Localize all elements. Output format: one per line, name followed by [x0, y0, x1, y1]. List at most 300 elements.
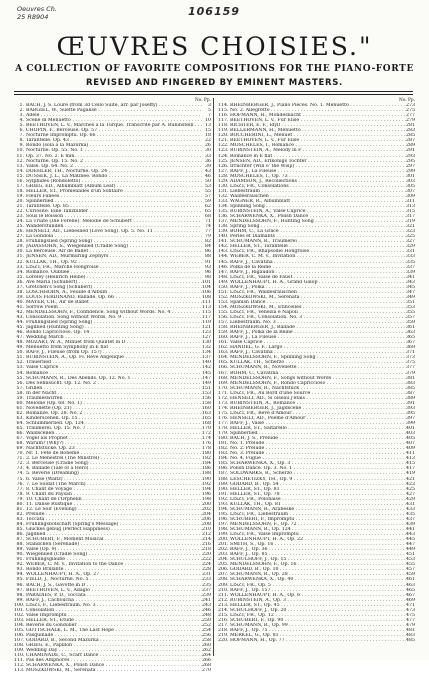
- entry-title: DOEHLER, TH., Nocturne. Op. 24 . . .: [26, 169, 202, 174]
- entry-number: 156.: [218, 315, 229, 321]
- entry-title: MENDELSSOHN, F., Spinning Song . . .: [230, 355, 406, 360]
- entry-number: 36.: [16, 279, 24, 285]
- entry-number: 50.: [16, 350, 24, 356]
- entry-title: SCHUBERT, F., Impromptu . . .: [230, 517, 406, 522]
- entry-title: MOZART, W. A., Minuet from Quintet in D . . .: [26, 340, 202, 345]
- entry-number: 8.: [19, 138, 24, 144]
- entry-title: Novellette (Op. 21) . . .: [26, 406, 202, 411]
- list-item: [14, 668, 211, 673]
- entry-number: 189.: [218, 481, 229, 487]
- entry-title: No. 1. Prelude . . .: [230, 441, 406, 446]
- entry-price: 407: [406, 441, 415, 447]
- entry-title: LISZT, FR., Valse de Faust . . .: [230, 275, 406, 280]
- entry-price: 123: [202, 330, 211, 336]
- entry-title: Sous le Boisson . . .: [26, 214, 202, 219]
- entry-title: HELLER, ST., Op. 81 . . .: [230, 487, 406, 492]
- entry-number: 153.: [218, 299, 229, 305]
- entry-number: 37.: [16, 284, 24, 290]
- entry-title: BEETHOVEN, L. v., Adagio . . .: [26, 588, 202, 593]
- entry-number: 214.: [218, 607, 229, 613]
- entry-number: 154.: [218, 304, 229, 310]
- entry-number: 110.: [14, 653, 25, 659]
- entry-title: Sorrow Poem . . .: [26, 305, 202, 310]
- entry-price: 224: [202, 562, 211, 568]
- entry-title: Nr. 1. Fete de Boheme . . .: [26, 451, 202, 456]
- entry-title: RAFF, J., La Fileuse . . .: [230, 335, 406, 340]
- entry-price: 299: [406, 168, 415, 174]
- entry-title: Nocturne. Op. 15. No. 2 . . .: [26, 159, 202, 164]
- entry-number: 108.: [14, 643, 25, 649]
- entry-title: Melodie (Op. 68. No. 1) . . .: [26, 401, 202, 406]
- entry-title: Waldscenen . . .: [26, 431, 202, 436]
- entry-title: Pas des Amphores . . .: [26, 658, 202, 663]
- entry-title: Menuetto from Symphony in E flat . . .: [26, 345, 202, 350]
- entry-price: 3: [208, 103, 211, 109]
- entry-number: 177.: [218, 421, 229, 426]
- entry-title: RICHTER, E. F., Idyll . . .: [230, 123, 406, 128]
- entry-price: 469: [406, 597, 415, 603]
- entry-number: 129.: [218, 178, 229, 184]
- entry-price: 57: [205, 193, 211, 199]
- entry-number: 48.: [16, 340, 24, 346]
- entry-price: 397: [406, 415, 415, 421]
- entry-price: 281: [406, 123, 415, 129]
- entry-price: 453: [406, 557, 415, 563]
- entry-price: 71: [205, 219, 211, 225]
- entry-number: 148.: [218, 274, 229, 280]
- entry-price: 198: [202, 496, 211, 502]
- entry-price: 86: [205, 249, 211, 255]
- entry-price: 188: [202, 471, 211, 477]
- entry-price: 371: [406, 350, 415, 356]
- entry-number: 5.: [19, 123, 24, 129]
- entry-number: 158.: [218, 325, 229, 331]
- entry-price: 137: [202, 355, 211, 361]
- entry-title: WOLLENHAUPT, H. A., Grand Galop . . .: [230, 280, 406, 285]
- entry-title: Waldesrauschen . . .: [230, 194, 406, 199]
- entry-number: 91.: [16, 557, 24, 563]
- entry-title: Romance in E flat . . .: [230, 154, 406, 159]
- entry-title: SCHULHOFF, J., Op. 20 . . .: [230, 608, 406, 613]
- entry-title: Frühlingsglaube . . .: [26, 557, 202, 562]
- entry-price: 369: [406, 345, 415, 351]
- entry-number: 25.: [16, 224, 24, 230]
- entry-price: 339: [406, 269, 415, 275]
- entry-title: KULLAK, TH., Scherzo . . .: [230, 360, 406, 365]
- entry-price: 113: [202, 304, 211, 310]
- entry-number: 216.: [218, 617, 229, 623]
- entry-title: Ständchen (Serenade) . . .: [26, 542, 202, 547]
- entry-number: 71.: [16, 456, 24, 462]
- entry-title: La Truite (Die Forelle). Melodie de Schubert . . .: [26, 219, 202, 224]
- entry-price: 473: [406, 607, 415, 613]
- entry-title: No. 4. Fugue . . .: [230, 456, 406, 461]
- entry-number: 137.: [218, 219, 229, 225]
- entry-title: WOLLENHAUPT, H. A., Op. 22 . . .: [230, 537, 406, 542]
- entry-number: 73.: [16, 466, 24, 472]
- entry-title: Spinnerlied . . .: [26, 199, 202, 204]
- entry-number: 122.: [218, 143, 229, 149]
- entry-price: 301: [406, 173, 415, 179]
- entry-title: Valse Caprice . . .: [230, 340, 406, 345]
- entry-number: 47.: [16, 335, 24, 341]
- entry-price: 449: [406, 547, 415, 553]
- entry-price: 156: [202, 395, 211, 401]
- entry-number: 192.: [218, 496, 229, 502]
- entry-title: 10. Chant de l'Orphelin . . .: [26, 497, 202, 502]
- page-subtitle: A COLLECTION OF FAVORITE COMPOSITIONS FOR THE PIANO-FORTE: [15, 64, 414, 74]
- entry-number: 97.: [16, 587, 24, 593]
- entry-number: 86.: [16, 532, 24, 538]
- entry-number: 16.: [16, 178, 24, 184]
- entry-price: 365: [406, 335, 415, 341]
- entry-number: 191.: [218, 491, 229, 497]
- entry-number: 182.: [218, 446, 229, 452]
- entry-price: 417: [406, 466, 415, 472]
- entry-price: 335: [406, 259, 415, 265]
- entry-title: Wanderstunden . . .: [26, 224, 202, 229]
- entry-number: 58.: [16, 390, 24, 396]
- entry-price: 367: [406, 340, 415, 346]
- entry-price: 355: [406, 309, 415, 315]
- entry-number: 96.: [16, 582, 24, 588]
- entry-price: 98: [205, 274, 211, 280]
- entry-title: SMITH, S., Op. 16 . . .: [230, 542, 406, 547]
- entry-number: 62.: [16, 410, 24, 416]
- entry-price: 142: [202, 365, 211, 371]
- entry-price: 385: [406, 385, 415, 391]
- entry-price: 327: [406, 239, 415, 245]
- entry-number: 42.: [16, 309, 24, 315]
- entry-price: 268: [202, 663, 211, 669]
- entry-price: 252: [202, 622, 211, 628]
- entry-price: 291: [406, 148, 415, 154]
- entry-title: 11. Danse Rustique . . .: [26, 502, 202, 507]
- entry-price: 283: [406, 128, 415, 134]
- entry-number: 3.: [19, 113, 24, 119]
- entry-price: 176: [202, 441, 211, 447]
- entry-number: 43.: [16, 315, 24, 321]
- entry-number: 181.: [218, 441, 229, 447]
- entry-number: 119.: [218, 128, 229, 134]
- entry-price: 289: [406, 143, 415, 149]
- entry-price: 210: [202, 526, 211, 532]
- entry-title: Sylphides (Rondoletto) . . .: [26, 179, 202, 184]
- entry-price: 391: [406, 400, 415, 406]
- entry-title: HELLER, ST., Tarantelle . . .: [230, 244, 406, 249]
- entry-price: 82: [205, 239, 211, 245]
- entry-number: 109.: [14, 648, 25, 654]
- entry-number: 28.: [16, 239, 24, 245]
- entry-number: 213.: [218, 602, 229, 608]
- entry-number: 157.: [218, 320, 229, 326]
- entry-price: 264: [202, 653, 211, 659]
- entry-price: 317: [406, 214, 415, 220]
- entry-price: 403: [406, 431, 415, 437]
- entry-number: 68.: [16, 441, 24, 447]
- entry-number: 145.: [218, 259, 229, 265]
- entry-number: 168.: [218, 375, 229, 381]
- entry-price: 74: [205, 224, 211, 230]
- entry-number: 44.: [16, 320, 24, 326]
- entry-number: 52.: [16, 360, 24, 366]
- entry-price: 285: [406, 133, 415, 139]
- entry-number: 4.: [19, 118, 24, 124]
- entry-title: Nocturne Impromptu. Op. 66 . . .: [26, 133, 202, 138]
- entry-number: 83.: [16, 516, 24, 522]
- entry-number: 142.: [218, 244, 229, 250]
- entry-number: 57.: [16, 385, 24, 391]
- entry-price: 194: [202, 486, 211, 492]
- entry-number: 41.: [16, 304, 24, 310]
- entry-number: 89.: [16, 547, 24, 553]
- entry-number: 134.: [218, 203, 229, 209]
- entry-number: 95.: [16, 577, 24, 583]
- entry-price: 248: [202, 612, 211, 618]
- entry-price: 455: [406, 562, 415, 568]
- entry-price: 119: [202, 320, 211, 326]
- entry-title: Gretchen's Song (Schubert) . . .: [26, 285, 202, 290]
- entry-title: GODARD, B., Op. 54 . . .: [230, 482, 406, 487]
- entry-number: 11.: [16, 153, 24, 159]
- entry-title: RUBINSTEIN, A., Op. 3 . . .: [230, 598, 406, 603]
- entry-title: LISZT, FR., Au Bord d'une Source . . .: [230, 391, 406, 396]
- entry-title: DUSSEK, J. L., La Matinee. Rondo . . .: [26, 174, 202, 179]
- entry-title: No. 2. Prelude . . .: [230, 446, 406, 451]
- entry-price: 333: [406, 254, 415, 260]
- entry-title: JADASSOHN, S., Wiegenlied (Cradle Song) . . .: [26, 244, 202, 249]
- entry-title: LESCHETIZKY, TH., Op. 9 . . .: [230, 477, 406, 482]
- entry-title: Spinnerlied . . .: [230, 431, 406, 436]
- entry-number: 138.: [218, 224, 229, 230]
- entry-price: 451: [406, 552, 415, 558]
- entry-number: 194.: [218, 506, 229, 512]
- entry-number: 196.: [218, 516, 229, 522]
- entry-title: Grillen . . .: [26, 386, 202, 391]
- entry-title: HELLER, ST., Etude . . .: [26, 618, 202, 623]
- entry-title: Consolation . . .: [26, 608, 202, 613]
- entry-title: SCHUMANN, R., Op. 124 . . .: [230, 527, 406, 532]
- entry-price: 459: [406, 572, 415, 578]
- entry-title: RAFF, J., Fileuse (from Op. 157) . . .: [26, 350, 202, 355]
- entry-price: 377: [406, 365, 415, 371]
- entry-number: 88.: [16, 542, 24, 548]
- entry-price: 134: [202, 350, 211, 356]
- entry-number: 40.: [16, 299, 24, 305]
- entry-price: 393: [406, 405, 415, 411]
- entry-number: 175.: [218, 410, 229, 416]
- entry-number: 75.: [16, 476, 24, 482]
- entry-title: MAYER, CH., Air de Ballet . . .: [26, 300, 202, 305]
- entry-number: 82.: [16, 511, 24, 517]
- entry-title: SCHUMANN, R., Nachtstück . . .: [230, 386, 406, 391]
- entry-price: 321: [406, 224, 415, 230]
- entry-price: 22: [205, 138, 211, 144]
- entry-title: RAFF, J., Op. 157 . . .: [230, 588, 406, 593]
- entry-title: SCHARWENKA, X., Polish Dance . . .: [26, 663, 202, 668]
- entry-title: HOFMANN, H., Mondesnacht . . .: [230, 113, 406, 118]
- entry-number: 39.: [16, 294, 24, 300]
- entry-price: 235: [202, 582, 211, 588]
- entry-number: 215.: [218, 612, 229, 618]
- entry-price: 389: [406, 395, 415, 401]
- entry-number: 111.: [14, 658, 25, 664]
- entry-price: 483: [406, 632, 415, 638]
- entry-number: 130.: [218, 183, 229, 189]
- entry-price: 373: [406, 355, 415, 361]
- entry-title: KÜLLAK, TH., Op. 92 . . .: [26, 260, 202, 265]
- entry-price: 375: [406, 360, 415, 366]
- entry-price: 172: [202, 431, 211, 437]
- header-rule-top: [14, 91, 413, 92]
- entry-number: 180.: [218, 436, 229, 442]
- entry-price: 293: [406, 153, 415, 159]
- entry-price: 256: [202, 632, 211, 638]
- entry-number: 206.: [218, 567, 229, 573]
- entry-title: LISZT, F., Liebestraum. No. 3 . . .: [26, 603, 202, 608]
- entry-title: Traumeswirren . . .: [26, 396, 202, 401]
- entry-price: 443: [406, 532, 415, 538]
- entry-price: 62: [205, 203, 211, 209]
- entry-price: 196: [202, 491, 211, 497]
- entry-number: 184.: [218, 456, 229, 462]
- entry-number: 219.: [218, 632, 229, 638]
- entry-number: 170.: [218, 385, 229, 391]
- entry-title: SCHUMANN, R., Op. 28 . . .: [230, 572, 406, 577]
- entry-title: JENSEN, AD., Erlkönigs Tochter . . .: [230, 159, 406, 164]
- entry-number: 172.: [218, 395, 229, 401]
- entry-title: Tarantelle. Op. 85 . . .: [26, 204, 202, 209]
- entry-title: Nocturne. Op. 55. No. 1 . . .: [26, 148, 202, 153]
- entry-price: 55: [205, 188, 211, 194]
- entry-title: LISZT, FR., Waldesrauschen . . .: [230, 290, 406, 295]
- entry-title: RAFF, J., Cavatina . . .: [230, 350, 406, 355]
- entry-title: SCHUBERT, F., Op. 90 . . .: [230, 618, 406, 623]
- entry-title: Irrlichter (Will o' the Wisp) . . .: [230, 164, 406, 169]
- entry-number: 24.: [16, 219, 24, 225]
- entry-number: 198.: [218, 526, 229, 532]
- left-entry-list: [14, 103, 211, 673]
- entry-price: 260: [202, 643, 211, 649]
- entry-title: Jagdlied . . .: [26, 532, 202, 537]
- entry-title: Ave Maria (Schubert) . . .: [26, 280, 202, 285]
- entry-title: SCHUMANN, R., Novellette . . .: [230, 365, 406, 370]
- entry-price: 273: [406, 103, 415, 109]
- entry-number: 79.: [16, 496, 24, 502]
- entry-number: 9.: [19, 143, 24, 149]
- right-column-header: No. Pp.: [398, 98, 415, 103]
- entry-number: 161.: [218, 340, 229, 346]
- entry-title: Des Sehnsucht. Op. 12. No. 2 . . .: [26, 381, 202, 386]
- entry-price: 18: [205, 133, 211, 139]
- entry-price: 228: [202, 567, 211, 573]
- entry-title: 7. Le Soldat (The March) . . .: [26, 482, 202, 487]
- entry-title: BOCCHERINI, L., Menuet . . .: [230, 133, 406, 138]
- entry-number: 49.: [16, 345, 24, 351]
- entry-number: 114.: [218, 103, 229, 109]
- entry-title: BELLERMANN, H., Menuetto . . .: [230, 128, 406, 133]
- entry-price: 50: [205, 178, 211, 184]
- entry-title: SCHUMANN, R., Op. 99 . . .: [230, 623, 406, 628]
- entry-title: MOSCHELES, I., Op. 73 . . .: [230, 174, 406, 179]
- entry-price: 190: [202, 476, 211, 482]
- entry-title: MOSZKOWSKI, M., Serenata . . .: [26, 668, 202, 673]
- entry-price: 243: [202, 602, 211, 608]
- entry-title: LISZT, FR., Rêve d'Amour . . .: [230, 411, 406, 416]
- entry-price: 295: [406, 158, 415, 164]
- entry-number: 150.: [218, 284, 229, 290]
- entry-title: 12. Le Soir (Evening) . . .: [26, 507, 202, 512]
- entry-price: 7: [208, 113, 211, 119]
- entry-number: 126.: [218, 163, 229, 169]
- entry-price: 297: [406, 163, 415, 169]
- entry-number: 2.: [19, 108, 24, 114]
- entry-price: 212: [202, 532, 211, 538]
- entry-title: RUBINSTEIN, A., Valse Caprice . . .: [230, 209, 406, 214]
- entry-price: 395: [406, 410, 415, 416]
- entry-title: Valse Impromptu . . .: [26, 613, 202, 618]
- entry-number: 81.: [16, 506, 24, 512]
- entry-title: RUBINSTEIN, A., Romance . . .: [230, 401, 406, 406]
- entry-number: 104.: [14, 622, 25, 628]
- entry-price: 337: [406, 264, 415, 270]
- entry-title: BEETHOVEN, L. v., Für Elise . . .: [230, 138, 406, 143]
- entry-title: WEBER, C. M. v., Invitation to the Dance . . .: [26, 562, 202, 567]
- entry-price: 101: [202, 279, 211, 285]
- entry-number: 136.: [218, 214, 229, 220]
- entry-title: Adele . . .: [26, 113, 202, 118]
- entry-number: 117.: [218, 118, 229, 124]
- entry-price: 307: [406, 188, 415, 194]
- header-rule-bottom: [14, 94, 413, 95]
- entry-number: 17.: [16, 183, 24, 189]
- entry-price: 343: [406, 279, 415, 285]
- entry-title: LISZT, FR., Op. 5 . . .: [230, 583, 406, 588]
- entry-number: 165.: [218, 360, 229, 366]
- entry-price: 246: [202, 607, 211, 613]
- entry-price: 441: [406, 526, 415, 532]
- entry-number: 112.: [14, 663, 25, 669]
- entry-title: 9. Chant du Paysan . . .: [26, 492, 202, 497]
- entry-price: 106: [202, 289, 211, 295]
- entry-title: CHOPIN, F., Berceuse. Op. 57 . . .: [26, 128, 202, 133]
- entry-title: Romanze. Op. 28. No. 2 . . .: [26, 411, 202, 416]
- entry-title: RUBINSTEIN, A., Op. Fl. Rêve Angelique . . .: [26, 355, 202, 360]
- entry-price: 158: [202, 400, 211, 406]
- entry-title: HELLER, ST., Promenades d'un Solitaire . . .: [26, 189, 202, 194]
- entry-title: BARGIEL, W., Suette Pagalise . . .: [26, 108, 202, 113]
- entry-number: 128.: [218, 173, 229, 179]
- entry-price: 145: [202, 370, 211, 376]
- entry-number: 151.: [218, 289, 229, 295]
- entry-title: BOHM, C., Cavatina . . .: [230, 371, 406, 376]
- entry-title: 5. Rêverie (Dreaming) . . .: [26, 471, 202, 476]
- entry-number: 140.: [218, 234, 229, 240]
- entry-number: 133.: [218, 198, 229, 204]
- entry-number: 121.: [218, 138, 229, 144]
- entry-title: Loreley (Heinrich Heine) . . .: [26, 275, 202, 280]
- entry-price: 84: [205, 244, 211, 250]
- entry-title: Frühlingslied (Spring Song) . . .: [26, 320, 202, 325]
- entry-number: 120.: [218, 133, 229, 139]
- entry-number: 90.: [16, 552, 24, 558]
- page-title: ŒUVRES CHOISIES.": [56, 32, 373, 61]
- entry-number: 155.: [218, 309, 229, 315]
- entry-number: 118.: [218, 123, 229, 129]
- entry-title: Pasquinade . . .: [26, 633, 202, 638]
- entry-price: 319: [406, 219, 415, 225]
- entry-price: 419: [406, 471, 415, 477]
